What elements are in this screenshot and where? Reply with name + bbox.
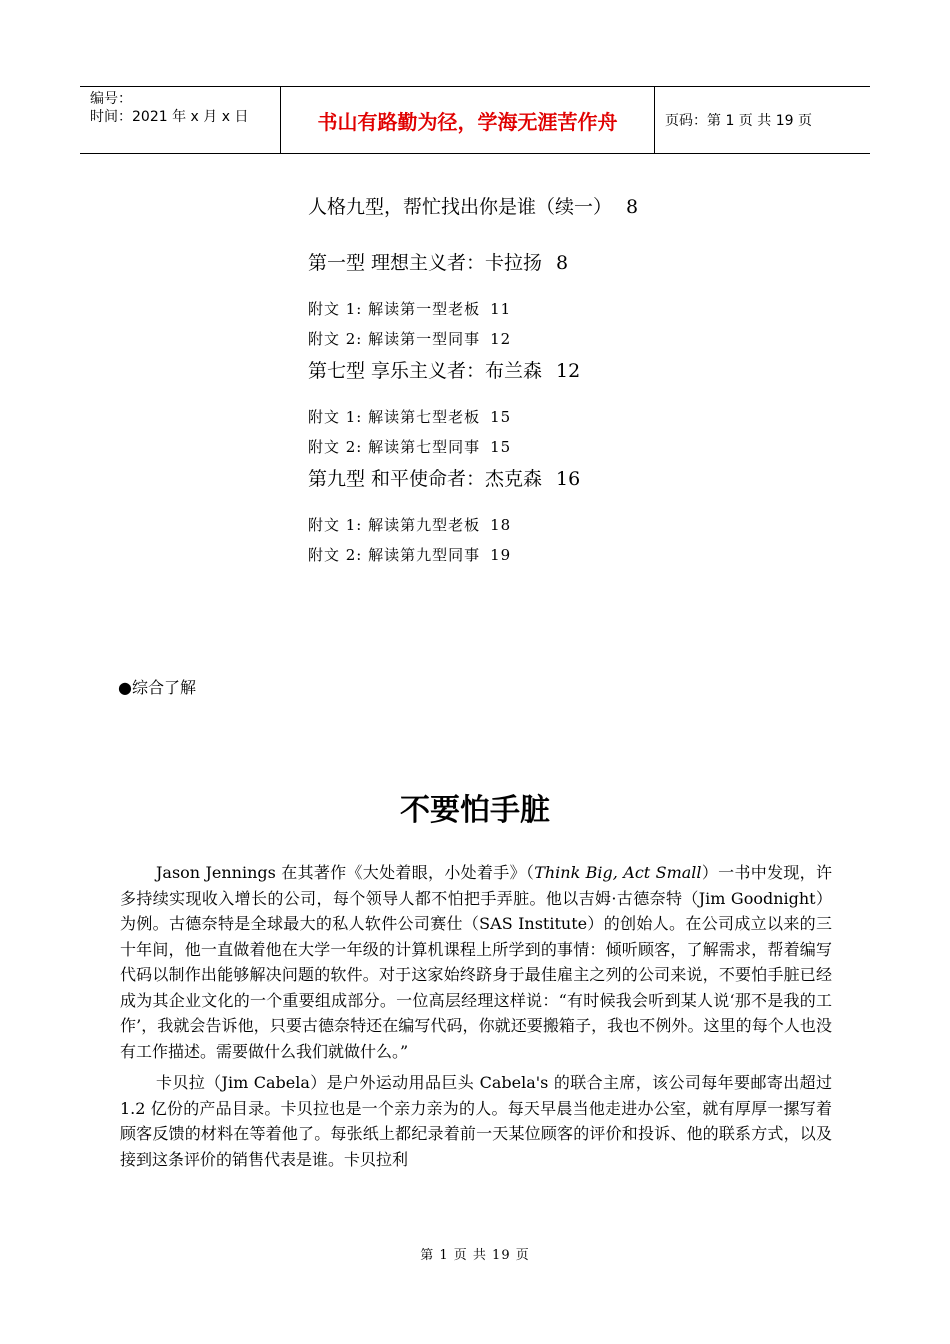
paragraph: 卡贝拉（Jim Cabela）是户外运动用品巨头 Cabela's 的联合主席，该公司每年要邮寄出超过 1.2 亿份的产品目录。卡贝拉也是一个亲力亲为的人。每天早晨当他走进办公室，就有厚厚一摞写着顾客反馈的材料在等着他了。每张纸上都纪录着前一天某位顾客的评价和投诉、他的联系方式，以及接到这条评价的销售代表是谁。卡贝拉利 [120, 1073, 832, 1169]
toc-subentry[interactable]: 附文 1: 解读第七型老板 15 [308, 408, 512, 426]
header-motto: 书山有路勤为径，学海无涯苦作舟 [281, 87, 655, 153]
paragraph: Jason Jennings 在其著作《大处着眼，小处着手》（Think Big, Act Small）一书中发现，许多持续实现收入增长的公司，每个领导人都不怕把手弄脏。他以吉姆·古德奈特（Jim Goodnight）为例。古德奈特是全球最大的私人软件公司赛仕（SAS Institute）的创始人。在公司成立以来的三十年间，他一直做着他在大学一年级的计算机课程上所学到的事情：倾听顾客，了解需求，帮着编写代码以制作出能够解决问题的软件。对于这家始终跻身于最佳雇主之列的公司来说，不要怕手脏已经成为其企业文化的一个重要组成部分。一位高层经理这样说：“有时候我会听到某人说‘那不是我的工作’，我就会告诉他，只要古德奈特还在编写代码，你就还要搬箱子，我也不例外。这里的每个人也没有工作描述。需要做什么我们就做什么。” [120, 863, 832, 1061]
toc-subentry[interactable]: 附文 1: 解读第九型老板 18 [308, 516, 512, 534]
header-meta [80, 87, 281, 153]
article-body [120, 860, 832, 1178]
serial-number-label: 编号： [90, 91, 132, 107]
table-of-contents [308, 190, 868, 570]
article-title: 不要怕手脏 [400, 793, 550, 828]
toc-entry[interactable]: 第九型 和平使命者：杰克森 16 [308, 468, 581, 490]
toc-entry[interactable]: 第七型 享乐主义者：布兰森 12 [308, 360, 581, 382]
page-footer: 第 1 页 共 19 页 [420, 1248, 530, 1263]
document-header [80, 86, 870, 154]
date-label: 时间：2021 年 x 月 x 日 [90, 109, 249, 125]
header-page-info: 页码：第 1 页 共 19 页 [665, 113, 812, 129]
toc-subentry[interactable]: 附文 2: 解读第一型同事 12 [308, 330, 512, 348]
toc-entry[interactable]: 人格九型，帮忙找出你是谁（续一） 8 [308, 196, 639, 218]
toc-subentry[interactable]: 附文 2: 解读第七型同事 15 [308, 438, 512, 456]
toc-subentry[interactable]: 附文 2: 解读第九型同事 19 [308, 546, 512, 564]
toc-subentry[interactable]: 附文 1: 解读第一型老板 11 [308, 300, 512, 318]
toc-entry[interactable]: 第一型 理想主义者：卡拉扬 8 [308, 252, 569, 274]
book-title: Think Big, Act Small [534, 863, 702, 882]
section-label: ●综合了解 [118, 678, 196, 697]
